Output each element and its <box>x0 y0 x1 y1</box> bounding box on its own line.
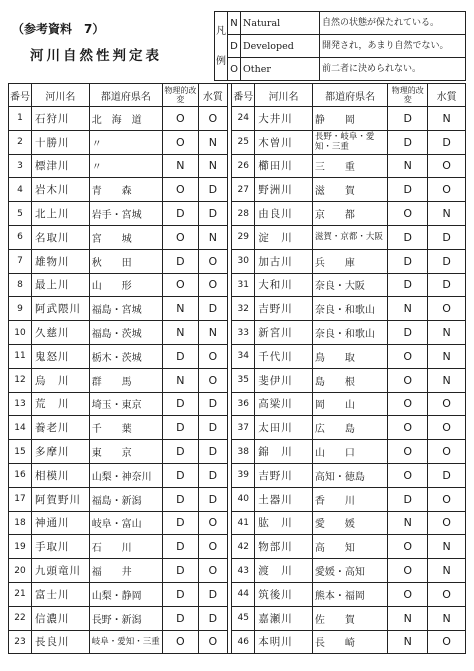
legend-row <box>215 58 466 81</box>
prefecture-name: 鳥 取 <box>312 344 387 368</box>
table-row <box>9 297 466 321</box>
row-number: 39 <box>232 463 255 487</box>
row-number: 5 <box>9 202 32 226</box>
water-rating: D <box>198 463 227 487</box>
legend-code: D <box>228 35 241 58</box>
table-row <box>9 392 466 416</box>
physical-rating: D <box>163 463 199 487</box>
prefecture-name: 岩手・宮城 <box>89 202 162 226</box>
row-number: 28 <box>232 202 255 226</box>
water-rating: N <box>428 606 466 630</box>
physical-rating: O <box>388 392 428 416</box>
water-rating: N <box>198 225 227 249</box>
river-name: 渡 川 <box>255 559 313 583</box>
river-name: 土器川 <box>255 487 313 511</box>
row-number: 6 <box>9 225 32 249</box>
prefecture-name: 滋 賀 <box>312 178 387 202</box>
prefecture-name: 北 海 道 <box>89 107 162 131</box>
prefecture-name: 群 馬 <box>89 368 162 392</box>
physical-rating: D <box>163 487 199 511</box>
header-prefecture: 都道府県名 <box>312 84 387 107</box>
river-name: 北上川 <box>32 202 90 226</box>
legend-name: Developed <box>241 35 320 58</box>
prefecture-name: 千 葉 <box>89 416 162 440</box>
river-name: 信濃川 <box>32 606 90 630</box>
table-row <box>9 202 466 226</box>
row-number: 21 <box>9 582 32 606</box>
row-number: 4 <box>9 178 32 202</box>
river-name: 太田川 <box>255 416 313 440</box>
row-number: 25 <box>232 130 255 154</box>
physical-rating: D <box>388 130 428 154</box>
physical-rating: D <box>163 511 199 535</box>
river-name: 長良川 <box>32 630 90 654</box>
physical-rating: O <box>388 582 428 606</box>
prefecture-name: 福 井 <box>89 559 162 583</box>
river-name: 肱 川 <box>255 511 313 535</box>
physical-rating: O <box>388 368 428 392</box>
physical-rating: N <box>388 606 428 630</box>
table-row <box>9 606 466 630</box>
row-number: 32 <box>232 297 255 321</box>
physical-rating: D <box>163 202 199 226</box>
row-number: 18 <box>9 511 32 535</box>
legend-description: 開発され，あまり自然でない。 <box>320 35 466 58</box>
prefecture-name: 秋 田 <box>89 249 162 273</box>
river-name: 阿賀野川 <box>32 487 90 511</box>
river-table <box>8 83 466 654</box>
water-rating: N <box>198 130 227 154</box>
prefecture-name: 奈良・和歌山 <box>312 297 387 321</box>
row-number: 27 <box>232 178 255 202</box>
table-row <box>9 154 466 178</box>
physical-rating: D <box>388 273 428 297</box>
prefecture-name: 愛 媛 <box>312 511 387 535</box>
river-name: 標津川 <box>32 154 90 178</box>
physical-rating: D <box>163 440 199 464</box>
physical-rating: D <box>163 582 199 606</box>
row-number: 16 <box>9 463 32 487</box>
prefecture-name: 埼玉・東京 <box>89 392 162 416</box>
prefecture-name: 福島・宮城 <box>89 297 162 321</box>
water-rating: O <box>428 392 466 416</box>
table-row <box>9 249 466 273</box>
row-number: 45 <box>232 606 255 630</box>
physical-rating: D <box>388 178 428 202</box>
table-header-row <box>9 84 466 107</box>
row-number: 17 <box>9 487 32 511</box>
table-row <box>9 630 466 654</box>
physical-rating: N <box>163 321 199 345</box>
prefecture-name: 岐阜・富山 <box>89 511 162 535</box>
physical-rating: N <box>163 154 199 178</box>
water-rating: D <box>198 416 227 440</box>
river-name: 吉野川 <box>255 297 313 321</box>
physical-rating: D <box>388 249 428 273</box>
table-row <box>9 487 466 511</box>
row-number: 19 <box>9 535 32 559</box>
water-rating: O <box>428 178 466 202</box>
water-rating: N <box>428 321 466 345</box>
prefecture-name: 青 森 <box>89 178 162 202</box>
prefecture-name: 広 島 <box>312 416 387 440</box>
row-number: 1 <box>9 107 32 131</box>
physical-rating: D <box>388 321 428 345</box>
river-name: 物部川 <box>255 535 313 559</box>
river-name: 大井川 <box>255 107 313 131</box>
table-row <box>9 321 466 345</box>
water-rating: D <box>428 130 466 154</box>
prefecture-name: 奈良・大阪 <box>312 273 387 297</box>
river-name: 石狩川 <box>32 107 90 131</box>
prefecture-name: 熊本・福岡 <box>312 582 387 606</box>
row-number: 30 <box>232 249 255 273</box>
water-rating: O <box>428 154 466 178</box>
water-rating: O <box>198 559 227 583</box>
page-title: 河川自然性判定表 <box>30 48 162 64</box>
river-name: 岩木川 <box>32 178 90 202</box>
row-number: 41 <box>232 511 255 535</box>
water-rating: D <box>428 225 466 249</box>
row-number: 33 <box>232 321 255 345</box>
prefecture-name: 島 根 <box>312 368 387 392</box>
legend-name: Other <box>241 58 320 81</box>
water-rating: O <box>428 297 466 321</box>
physical-rating: D <box>163 559 199 583</box>
table-row <box>9 344 466 368</box>
physical-rating: N <box>388 511 428 535</box>
physical-rating: D <box>388 107 428 131</box>
prefecture-name: 岡 山 <box>312 392 387 416</box>
table-row <box>9 416 466 440</box>
prefecture-name: 〃 <box>89 154 162 178</box>
physical-rating: O <box>388 202 428 226</box>
table-row <box>9 582 466 606</box>
prefecture-name: 京 都 <box>312 202 387 226</box>
header-river: 河川名 <box>32 84 90 107</box>
water-rating: N <box>198 154 227 178</box>
header-physical: 物理的改変 <box>388 84 428 107</box>
row-number: 42 <box>232 535 255 559</box>
physical-rating: O <box>163 225 199 249</box>
legend-description: 自然の状態が保たれている。 <box>320 12 466 35</box>
water-rating: O <box>198 344 227 368</box>
physical-rating: D <box>388 225 428 249</box>
row-number: 15 <box>9 440 32 464</box>
water-rating: D <box>428 463 466 487</box>
river-name: 名取川 <box>32 225 90 249</box>
river-name: 由良川 <box>255 202 313 226</box>
prefecture-name: 岐阜・愛知・三重 <box>89 630 162 654</box>
river-name: 手取川 <box>32 535 90 559</box>
river-name: 烏 川 <box>32 368 90 392</box>
prefecture-name: 山 口 <box>312 440 387 464</box>
row-number: 44 <box>232 582 255 606</box>
prefecture-name: 奈良・和歌山 <box>312 321 387 345</box>
river-name: 養老川 <box>32 416 90 440</box>
physical-rating: D <box>163 535 199 559</box>
prefecture-name: 石 川 <box>89 535 162 559</box>
river-name: 鬼怒川 <box>32 344 90 368</box>
physical-rating: D <box>163 344 199 368</box>
physical-rating: O <box>388 440 428 464</box>
table-row <box>9 130 466 154</box>
row-number: 2 <box>9 130 32 154</box>
table-row <box>9 225 466 249</box>
prefecture-name: 東 京 <box>89 440 162 464</box>
water-rating: O <box>198 368 227 392</box>
water-rating: O <box>428 582 466 606</box>
water-rating: O <box>428 440 466 464</box>
physical-rating: D <box>163 392 199 416</box>
physical-rating: O <box>388 344 428 368</box>
physical-rating: O <box>163 107 199 131</box>
river-name: 雄物川 <box>32 249 90 273</box>
row-number: 14 <box>9 416 32 440</box>
physical-rating: O <box>388 535 428 559</box>
row-number: 8 <box>9 273 32 297</box>
water-rating: O <box>198 511 227 535</box>
prefecture-name: 静 岡 <box>312 107 387 131</box>
physical-rating: N <box>388 154 428 178</box>
header-water: 水質 <box>198 84 227 107</box>
river-name: 荒 川 <box>32 392 90 416</box>
table-row <box>9 511 466 535</box>
header-river: 河川名 <box>255 84 313 107</box>
water-rating: N <box>428 344 466 368</box>
water-rating: D <box>198 392 227 416</box>
header-prefecture: 都道府県名 <box>89 84 162 107</box>
prefecture-name: 山梨・神奈川 <box>89 463 162 487</box>
river-name: 富士川 <box>32 582 90 606</box>
water-rating: N <box>198 321 227 345</box>
water-rating: O <box>198 535 227 559</box>
river-name: 淀 川 <box>255 225 313 249</box>
row-number: 22 <box>9 606 32 630</box>
table-row <box>9 107 466 131</box>
physical-rating: O <box>163 630 199 654</box>
table-row <box>9 273 466 297</box>
legend-label: 凡 例 <box>215 12 228 81</box>
row-number: 24 <box>232 107 255 131</box>
water-rating: O <box>198 249 227 273</box>
row-number: 31 <box>232 273 255 297</box>
physical-rating: D <box>388 487 428 511</box>
row-number: 7 <box>9 249 32 273</box>
row-number: 13 <box>9 392 32 416</box>
header-water: 水質 <box>428 84 466 107</box>
river-name: 筑後川 <box>255 582 313 606</box>
row-number: 23 <box>9 630 32 654</box>
physical-rating: D <box>163 606 199 630</box>
physical-rating: D <box>163 249 199 273</box>
row-number: 38 <box>232 440 255 464</box>
header-number: 番号 <box>232 84 255 107</box>
prefecture-name: 福島・新潟 <box>89 487 162 511</box>
prefecture-name: 三 重 <box>312 154 387 178</box>
water-rating: N <box>428 535 466 559</box>
row-number: 34 <box>232 344 255 368</box>
water-rating: D <box>428 273 466 297</box>
water-rating: D <box>198 297 227 321</box>
row-number: 12 <box>9 368 32 392</box>
table-row <box>9 178 466 202</box>
river-name: 千代川 <box>255 344 313 368</box>
row-number: 35 <box>232 368 255 392</box>
water-rating: O <box>428 487 466 511</box>
water-rating: O <box>198 273 227 297</box>
river-name: 阿武隈川 <box>32 297 90 321</box>
row-number: 3 <box>9 154 32 178</box>
river-name: 嘉瀬川 <box>255 606 313 630</box>
water-rating: O <box>428 511 466 535</box>
water-rating: D <box>198 582 227 606</box>
prefecture-name: 長 崎 <box>312 630 387 654</box>
row-number: 36 <box>232 392 255 416</box>
physical-rating: O <box>163 130 199 154</box>
row-number: 11 <box>9 344 32 368</box>
water-rating: D <box>198 178 227 202</box>
river-name: 本明川 <box>255 630 313 654</box>
prefecture-name: 宮 城 <box>89 225 162 249</box>
river-name: 新宮川 <box>255 321 313 345</box>
river-name: 多摩川 <box>32 440 90 464</box>
row-number: 10 <box>9 321 32 345</box>
river-name: 十勝川 <box>32 130 90 154</box>
row-number: 43 <box>232 559 255 583</box>
river-name: 相模川 <box>32 463 90 487</box>
legend-description: 前二者に決められない。 <box>320 58 466 81</box>
prefecture-name: 滋賀・京都・大阪 <box>312 225 387 249</box>
water-rating: O <box>428 630 466 654</box>
reference-label: （参考資料 7） <box>12 22 105 36</box>
header-number: 番号 <box>9 84 32 107</box>
water-rating: O <box>198 630 227 654</box>
prefecture-name: 長野・岐阜・愛知・三重 <box>312 130 387 154</box>
row-number: 46 <box>232 630 255 654</box>
prefecture-name: 愛媛・高知 <box>312 559 387 583</box>
table-row <box>9 535 466 559</box>
legend-code: N <box>228 12 241 35</box>
water-rating: N <box>428 107 466 131</box>
table-row <box>9 368 466 392</box>
table-row <box>9 463 466 487</box>
water-rating: D <box>198 487 227 511</box>
row-number: 20 <box>9 559 32 583</box>
physical-rating: N <box>388 630 428 654</box>
water-rating: D <box>198 440 227 464</box>
water-rating: O <box>428 416 466 440</box>
physical-rating: O <box>388 416 428 440</box>
physical-rating: N <box>388 297 428 321</box>
physical-rating: O <box>163 178 199 202</box>
physical-rating: D <box>163 416 199 440</box>
legend-table <box>214 11 466 81</box>
river-name: 錦 川 <box>255 440 313 464</box>
river-name: 神通川 <box>32 511 90 535</box>
water-rating: D <box>198 606 227 630</box>
physical-rating: O <box>388 559 428 583</box>
row-number: 37 <box>232 416 255 440</box>
prefecture-name: 福島・茨城 <box>89 321 162 345</box>
header-physical: 物理的改変 <box>163 84 199 107</box>
prefecture-name: 高 知 <box>312 535 387 559</box>
table-row <box>9 559 466 583</box>
river-name: 吉野川 <box>255 463 313 487</box>
prefecture-name: 山 形 <box>89 273 162 297</box>
legend-name: Natural <box>241 12 320 35</box>
row-number: 9 <box>9 297 32 321</box>
river-name: 最上川 <box>32 273 90 297</box>
river-name: 野洲川 <box>255 178 313 202</box>
water-rating: D <box>428 249 466 273</box>
prefecture-name: 佐 賀 <box>312 606 387 630</box>
water-rating: N <box>428 202 466 226</box>
river-name: 斐伊川 <box>255 368 313 392</box>
river-name: 久慈川 <box>32 321 90 345</box>
prefecture-name: 山梨・静岡 <box>89 582 162 606</box>
water-rating: O <box>198 107 227 131</box>
river-name: 九頭竜川 <box>32 559 90 583</box>
river-name: 木曽川 <box>255 130 313 154</box>
water-rating: N <box>428 368 466 392</box>
prefecture-name: 栃木・茨城 <box>89 344 162 368</box>
legend-row <box>215 35 466 58</box>
table-row <box>9 440 466 464</box>
row-number: 26 <box>232 154 255 178</box>
row-number: 40 <box>232 487 255 511</box>
row-number: 29 <box>232 225 255 249</box>
water-rating: D <box>198 202 227 226</box>
prefecture-name: 高知・徳島 <box>312 463 387 487</box>
legend-code: O <box>228 58 241 81</box>
prefecture-name: 〃 <box>89 130 162 154</box>
water-rating: N <box>428 559 466 583</box>
physical-rating: N <box>163 368 199 392</box>
physical-rating: N <box>163 297 199 321</box>
river-name: 櫛田川 <box>255 154 313 178</box>
physical-rating: O <box>388 463 428 487</box>
physical-rating: O <box>163 273 199 297</box>
river-name: 大和川 <box>255 273 313 297</box>
prefecture-name: 香 川 <box>312 487 387 511</box>
river-name: 高梁川 <box>255 392 313 416</box>
river-name: 加古川 <box>255 249 313 273</box>
legend-row <box>215 12 466 35</box>
prefecture-name: 兵 庫 <box>312 249 387 273</box>
prefecture-name: 長野・新潟 <box>89 606 162 630</box>
